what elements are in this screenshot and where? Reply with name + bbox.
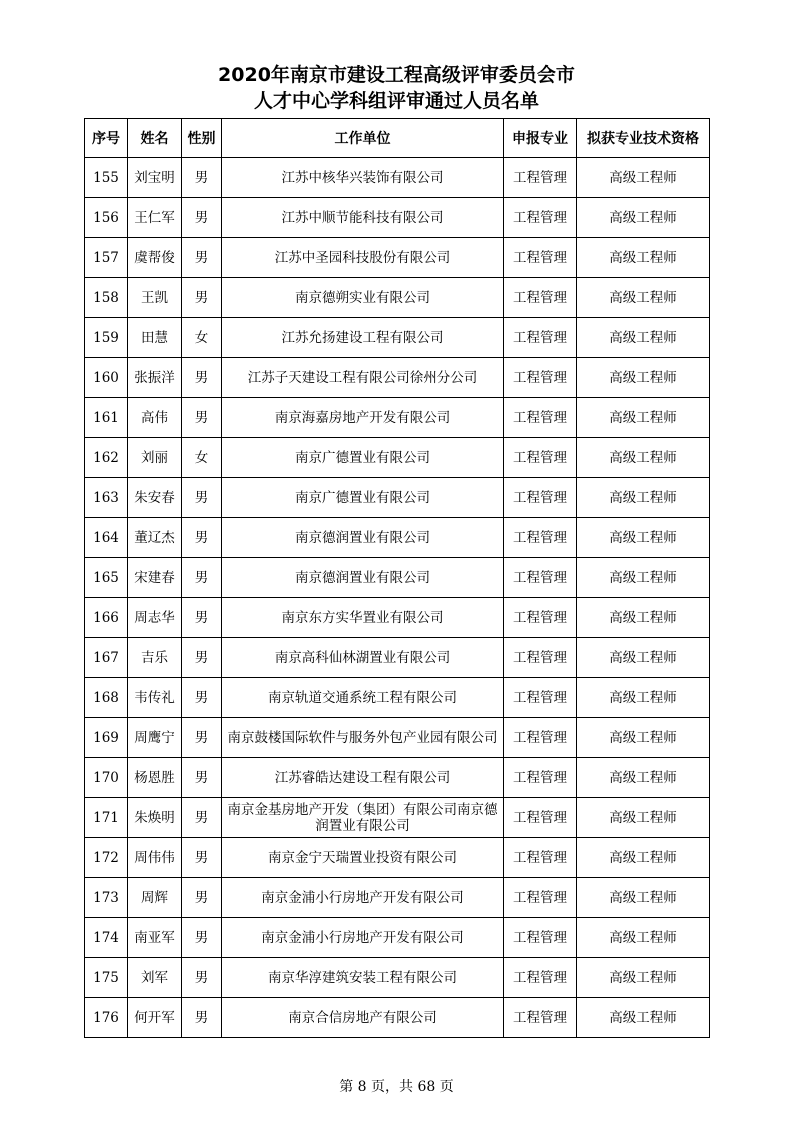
person-name-cell: 何开军 bbox=[128, 998, 182, 1038]
declared-major-cell: 工程管理 bbox=[504, 558, 577, 598]
work-unit-cell: 南京海嘉房地产开发有限公司 bbox=[222, 398, 504, 438]
gender-cell: 男 bbox=[182, 158, 222, 198]
qualification-cell: 高级工程师 bbox=[577, 398, 710, 438]
qualification-cell: 高级工程师 bbox=[577, 438, 710, 478]
gender-cell: 男 bbox=[182, 758, 222, 798]
qualification-cell: 高级工程师 bbox=[577, 678, 710, 718]
person-name-cell: 朱安春 bbox=[128, 478, 182, 518]
work-unit-cell: 江苏中顺节能科技有限公司 bbox=[222, 198, 504, 238]
qualification-cell: 高级工程师 bbox=[577, 878, 710, 918]
document-title-line2: 人才中心学科组评审通过人员名单 bbox=[253, 90, 539, 112]
person-name-cell: 刘丽 bbox=[128, 438, 182, 478]
row-number-cell: 158 bbox=[85, 278, 128, 318]
row-number-cell: 164 bbox=[85, 518, 128, 558]
table-row bbox=[85, 558, 710, 598]
gender-cell: 男 bbox=[182, 198, 222, 238]
gender-cell: 男 bbox=[182, 478, 222, 518]
declared-major-cell: 工程管理 bbox=[504, 998, 577, 1038]
row-number-cell: 170 bbox=[85, 758, 128, 798]
qualification-cell: 高级工程师 bbox=[577, 718, 710, 758]
page-footer: 第 8 页，共 68 页 bbox=[339, 1079, 454, 1095]
gender-cell: 男 bbox=[182, 558, 222, 598]
work-unit-cell: 南京金宁天瑞置业投资有限公司 bbox=[222, 838, 504, 878]
row-number-cell: 157 bbox=[85, 238, 128, 278]
gender-cell: 男 bbox=[182, 958, 222, 998]
table-row bbox=[85, 278, 710, 318]
declared-major-cell: 工程管理 bbox=[504, 798, 577, 838]
declared-major-cell: 工程管理 bbox=[504, 478, 577, 518]
declared-major-cell: 工程管理 bbox=[504, 638, 577, 678]
table-header-row bbox=[85, 119, 710, 158]
gender-cell: 男 bbox=[182, 398, 222, 438]
declared-major-cell: 工程管理 bbox=[504, 958, 577, 998]
row-number-cell: 165 bbox=[85, 558, 128, 598]
person-name-cell: 董辽杰 bbox=[128, 518, 182, 558]
work-unit-cell: 江苏睿皓达建设工程有限公司 bbox=[222, 758, 504, 798]
row-number-cell: 163 bbox=[85, 478, 128, 518]
qualification-cell: 高级工程师 bbox=[577, 838, 710, 878]
work-unit-cell: 南京轨道交通系统工程有限公司 bbox=[222, 678, 504, 718]
table-row bbox=[85, 198, 710, 238]
person-name-cell: 周辉 bbox=[128, 878, 182, 918]
person-name-cell: 高伟 bbox=[128, 398, 182, 438]
row-number-cell: 166 bbox=[85, 598, 128, 638]
work-unit-cell: 江苏子天建设工程有限公司徐州分公司 bbox=[222, 358, 504, 398]
gender-cell: 男 bbox=[182, 998, 222, 1038]
declared-major-cell: 工程管理 bbox=[504, 758, 577, 798]
declared-major-cell: 工程管理 bbox=[504, 238, 577, 278]
work-unit-cell: 南京高科仙林湖置业有限公司 bbox=[222, 638, 504, 678]
work-unit-cell: 南京金基房地产开发（集团）有限公司南京德润置业有限公司 bbox=[222, 798, 504, 838]
gender-cell: 女 bbox=[182, 438, 222, 478]
work-unit-cell: 江苏中圣园科技股份有限公司 bbox=[222, 238, 504, 278]
gender-cell: 女 bbox=[182, 318, 222, 358]
work-unit-cell: 南京东方实华置业有限公司 bbox=[222, 598, 504, 638]
declared-major-cell: 工程管理 bbox=[504, 398, 577, 438]
gender-cell: 男 bbox=[182, 798, 222, 838]
row-number-cell: 169 bbox=[85, 718, 128, 758]
row-number-cell: 156 bbox=[85, 198, 128, 238]
row-number-cell: 160 bbox=[85, 358, 128, 398]
person-name-cell: 王凯 bbox=[128, 278, 182, 318]
work-unit-cell: 南京广德置业有限公司 bbox=[222, 438, 504, 478]
person-name-cell: 田慧 bbox=[128, 318, 182, 358]
gender-cell: 男 bbox=[182, 838, 222, 878]
document-title-line1: 2020年南京市建设工程高级评审委员会市 bbox=[218, 64, 575, 86]
work-unit-cell: 南京德润置业有限公司 bbox=[222, 558, 504, 598]
work-unit-cell: 南京金浦小行房地产开发有限公司 bbox=[222, 918, 504, 958]
work-unit-cell: 南京金浦小行房地产开发有限公司 bbox=[222, 878, 504, 918]
gender-cell: 男 bbox=[182, 278, 222, 318]
row-number-cell: 174 bbox=[85, 918, 128, 958]
row-number-cell: 172 bbox=[85, 838, 128, 878]
row-number-cell: 155 bbox=[85, 158, 128, 198]
work-unit-cell: 南京德润置业有限公司 bbox=[222, 518, 504, 558]
qualification-cell: 高级工程师 bbox=[577, 318, 710, 358]
roster-table bbox=[84, 118, 710, 1038]
table-row bbox=[85, 998, 710, 1038]
person-name-cell: 王仁军 bbox=[128, 198, 182, 238]
qualification-cell: 高级工程师 bbox=[577, 638, 710, 678]
person-name-cell: 朱焕明 bbox=[128, 798, 182, 838]
person-name-cell: 虞帮俊 bbox=[128, 238, 182, 278]
gender-cell: 男 bbox=[182, 718, 222, 758]
col-header-unit: 工作单位 bbox=[222, 119, 504, 158]
person-name-cell: 刘宝明 bbox=[128, 158, 182, 198]
row-number-cell: 173 bbox=[85, 878, 128, 918]
person-name-cell: 张振洋 bbox=[128, 358, 182, 398]
qualification-cell: 高级工程师 bbox=[577, 758, 710, 798]
qualification-cell: 高级工程师 bbox=[577, 478, 710, 518]
qualification-cell: 高级工程师 bbox=[577, 238, 710, 278]
person-name-cell: 宋建春 bbox=[128, 558, 182, 598]
person-name-cell: 韦传礼 bbox=[128, 678, 182, 718]
declared-major-cell: 工程管理 bbox=[504, 918, 577, 958]
row-number-cell: 161 bbox=[85, 398, 128, 438]
table-row bbox=[85, 798, 710, 838]
person-name-cell: 周伟伟 bbox=[128, 838, 182, 878]
table-row bbox=[85, 518, 710, 558]
work-unit-cell: 江苏允扬建设工程有限公司 bbox=[222, 318, 504, 358]
gender-cell: 男 bbox=[182, 518, 222, 558]
qualification-cell: 高级工程师 bbox=[577, 198, 710, 238]
col-header-qualification: 拟获专业技术资格 bbox=[577, 119, 710, 158]
row-number-cell: 159 bbox=[85, 318, 128, 358]
table-row bbox=[85, 918, 710, 958]
col-header-major: 申报专业 bbox=[504, 119, 577, 158]
qualification-cell: 高级工程师 bbox=[577, 278, 710, 318]
work-unit-cell: 南京鼓楼国际软件与服务外包产业园有限公司 bbox=[222, 718, 504, 758]
work-unit-cell: 南京合信房地产有限公司 bbox=[222, 998, 504, 1038]
table-row bbox=[85, 838, 710, 878]
table-row bbox=[85, 438, 710, 478]
row-number-cell: 162 bbox=[85, 438, 128, 478]
gender-cell: 男 bbox=[182, 678, 222, 718]
table-row bbox=[85, 758, 710, 798]
declared-major-cell: 工程管理 bbox=[504, 718, 577, 758]
row-number-cell: 167 bbox=[85, 638, 128, 678]
table-row bbox=[85, 878, 710, 918]
table-row bbox=[85, 638, 710, 678]
table-row bbox=[85, 358, 710, 398]
gender-cell: 男 bbox=[182, 878, 222, 918]
declared-major-cell: 工程管理 bbox=[504, 838, 577, 878]
gender-cell: 男 bbox=[182, 238, 222, 278]
qualification-cell: 高级工程师 bbox=[577, 358, 710, 398]
qualification-cell: 高级工程师 bbox=[577, 598, 710, 638]
table-row bbox=[85, 478, 710, 518]
declared-major-cell: 工程管理 bbox=[504, 598, 577, 638]
work-unit-cell: 南京德朔实业有限公司 bbox=[222, 278, 504, 318]
declared-major-cell: 工程管理 bbox=[504, 518, 577, 558]
col-header-name: 姓名 bbox=[128, 119, 182, 158]
person-name-cell: 南亚军 bbox=[128, 918, 182, 958]
qualification-cell: 高级工程师 bbox=[577, 158, 710, 198]
declared-major-cell: 工程管理 bbox=[504, 438, 577, 478]
person-name-cell: 刘军 bbox=[128, 958, 182, 998]
gender-cell: 男 bbox=[182, 598, 222, 638]
declared-major-cell: 工程管理 bbox=[504, 158, 577, 198]
table-row bbox=[85, 678, 710, 718]
person-name-cell: 周志华 bbox=[128, 598, 182, 638]
declared-major-cell: 工程管理 bbox=[504, 198, 577, 238]
table-row bbox=[85, 398, 710, 438]
person-name-cell: 吉乐 bbox=[128, 638, 182, 678]
table-body bbox=[85, 158, 710, 1038]
col-header-no: 序号 bbox=[85, 119, 128, 158]
declared-major-cell: 工程管理 bbox=[504, 318, 577, 358]
qualification-cell: 高级工程师 bbox=[577, 958, 710, 998]
table-row bbox=[85, 718, 710, 758]
table-row bbox=[85, 158, 710, 198]
table-row bbox=[85, 598, 710, 638]
declared-major-cell: 工程管理 bbox=[504, 358, 577, 398]
qualification-cell: 高级工程师 bbox=[577, 918, 710, 958]
row-number-cell: 171 bbox=[85, 798, 128, 838]
table-row bbox=[85, 958, 710, 998]
table-row bbox=[85, 238, 710, 278]
row-number-cell: 176 bbox=[85, 998, 128, 1038]
col-header-gender: 性别 bbox=[182, 119, 222, 158]
gender-cell: 男 bbox=[182, 638, 222, 678]
person-name-cell: 杨恩胜 bbox=[128, 758, 182, 798]
qualification-cell: 高级工程师 bbox=[577, 518, 710, 558]
qualification-cell: 高级工程师 bbox=[577, 558, 710, 598]
qualification-cell: 高级工程师 bbox=[577, 798, 710, 838]
declared-major-cell: 工程管理 bbox=[504, 878, 577, 918]
declared-major-cell: 工程管理 bbox=[504, 678, 577, 718]
declared-major-cell: 工程管理 bbox=[504, 278, 577, 318]
person-name-cell: 周鹰宁 bbox=[128, 718, 182, 758]
gender-cell: 男 bbox=[182, 358, 222, 398]
qualification-cell: 高级工程师 bbox=[577, 998, 710, 1038]
row-number-cell: 175 bbox=[85, 958, 128, 998]
work-unit-cell: 南京华淳建筑安装工程有限公司 bbox=[222, 958, 504, 998]
work-unit-cell: 江苏中核华兴装饰有限公司 bbox=[222, 158, 504, 198]
table-row bbox=[85, 318, 710, 358]
row-number-cell: 168 bbox=[85, 678, 128, 718]
gender-cell: 男 bbox=[182, 918, 222, 958]
work-unit-cell: 南京广德置业有限公司 bbox=[222, 478, 504, 518]
